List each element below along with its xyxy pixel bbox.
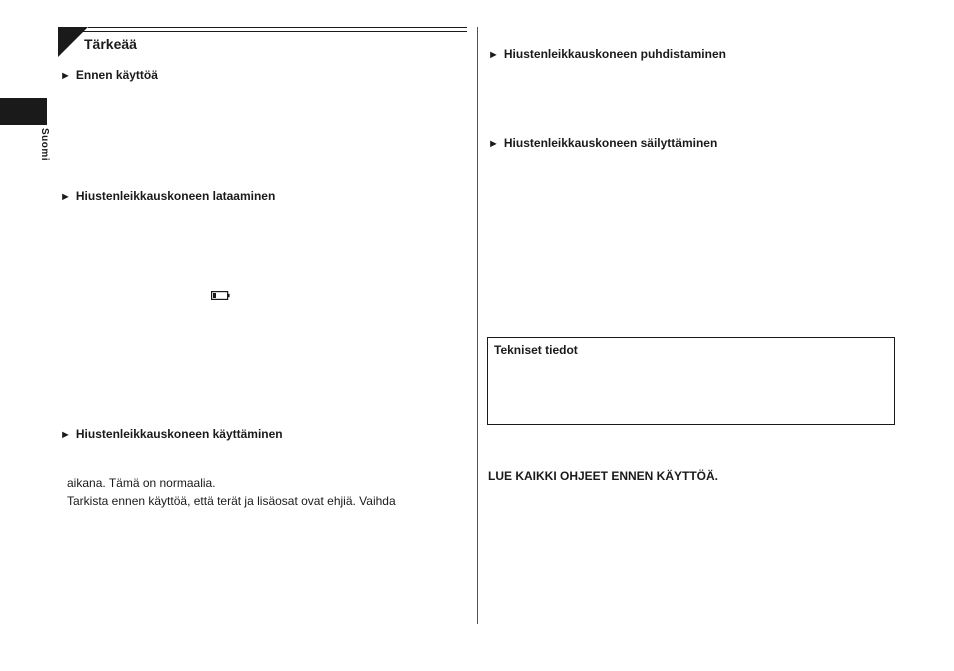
technical-specs-box <box>487 337 895 425</box>
section-arrow-icon: ► <box>488 49 499 61</box>
section-heading-label: Hiustenleikkauskoneen säilyttäminen <box>503 136 718 150</box>
header-rule <box>88 27 467 28</box>
language-tab <box>0 98 47 125</box>
section-heading-before-use <box>60 68 158 82</box>
spec-box-title: Tekniset tiedot <box>494 343 578 357</box>
section-arrow-icon: ► <box>60 70 71 82</box>
section-heading-cleaning <box>488 47 726 61</box>
section-heading-label: Hiustenleikkauskoneen lataaminen <box>75 189 276 203</box>
body-line: Tarkista ennen käyttöä, että terät ja lisäosat ovat ehjiä. Vaihda <box>67 494 396 508</box>
page-title: Tärkeää <box>84 36 137 52</box>
column-divider <box>477 27 478 624</box>
body-line: aikana. Tämä on normaalia. <box>67 476 216 490</box>
battery-low-icon <box>211 291 230 300</box>
section-arrow-icon: ► <box>60 429 71 441</box>
section-arrow-icon: ► <box>488 138 499 150</box>
section-arrow-icon: ► <box>60 191 71 203</box>
section-heading-label: Ennen käyttöä <box>75 68 158 82</box>
section-heading-label: Hiustenleikkauskoneen käyttäminen <box>75 427 283 441</box>
section-heading-charging <box>60 189 275 203</box>
read-instructions-notice: LUE KAIKKI OHJEET ENNEN KÄYTTÖÄ. <box>488 469 719 483</box>
section-heading-label: Hiustenleikkauskoneen puhdistaminen <box>503 47 726 61</box>
section-heading-using <box>60 427 283 441</box>
section-heading-storing <box>488 136 717 150</box>
language-label: Suomi <box>39 128 50 162</box>
header-rule-secondary <box>80 31 467 32</box>
